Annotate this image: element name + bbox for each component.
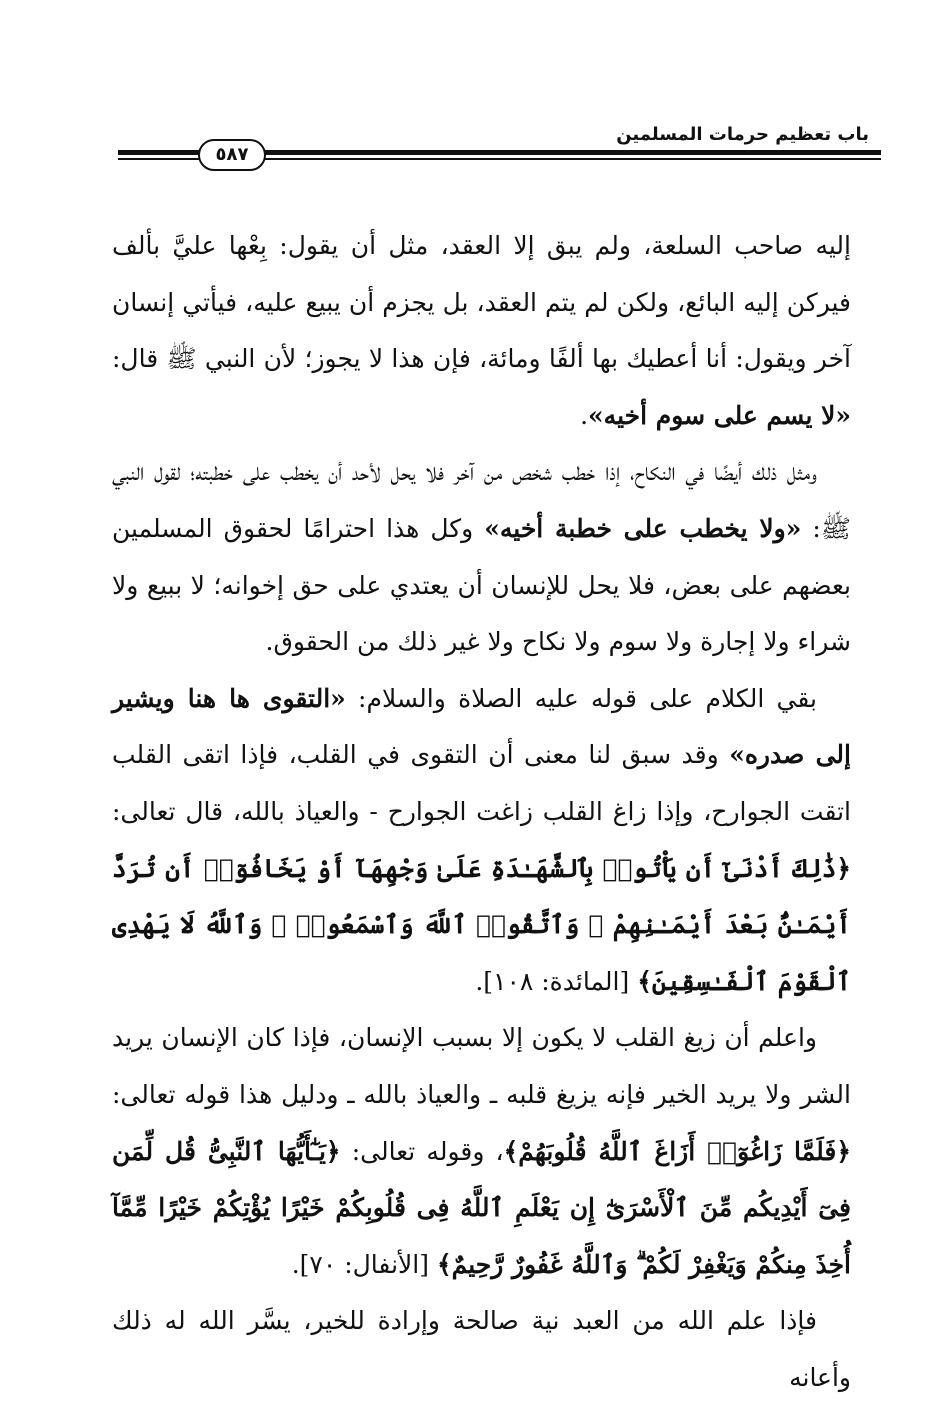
paragraph-text: ، وقوله تعالى: — [340, 1136, 504, 1166]
paragraph — [112, 218, 851, 444]
paragraph-text: إليه صاحب السلعة، ولم يبق إلا العقد، مثل أن يقول: بِعْها عليَّ بألف فيركن إليه البائع، ولكن لم يتم العقد، بل يجزم أن يبيع عليه، فيأتي إنسان آخر ويقول: أنا أعطيك بها ألفًا ومائة، فإن هذا لا يجوز؛ لأن النبي ﷺ قال: — [112, 231, 851, 374]
paragraph-text: . — [580, 400, 589, 430]
paragraph-text: وقد سبق لنا معنى أن التقوى في القلب، فإذا اتقى القلب اتقت الجوارح، وإذا زاغ القلب زاغت الجوارح - والعياذ بالله، قال تعالى: — [112, 740, 851, 826]
paragraph — [112, 444, 851, 670]
paragraph-text: بقي الكلام على قوله عليه الصلاة والسلام: — [345, 683, 817, 713]
quran-verse: ﴿ذَٰلِكَ أَدْنَىٰٓ أَن يَأْتُوا۟ بِٱلشَّهَـٰدَةِ عَلَىٰ وَجْهِهَآ أَوْ يَخَافُوٓا۟ أَن تُرَدَّ أَيْمَـٰنٌۢ بَعْدَ أَيْمَـٰنِهِمْ ۗ وَٱتَّقُوا۟ ٱللَّهَ وَٱسْمَعُوا۟ ۗ وَٱللَّهُ لَا يَهْدِى ٱلْقَوْمَ ٱلْفَـٰسِقِينَ﴾ — [112, 853, 851, 996]
paragraph-text: فإذا علم الله من العبد نية صالحة وإرادة للخير، يسَّر الله له ذلك وأعانه — [112, 1306, 851, 1392]
paragraph-text: وكل هذا احترامًا لحقوق المسلمين بعضهم على بعض، فلا يحل للإنسان أن يعتدي على حق إخوانه؛ لا ببيع ولا شراء ولا إجارة ولا سوم ولا نكاح ولا غير ذلك من الحقوق. — [112, 513, 851, 657]
paragraph — [112, 671, 851, 1011]
quran-verse: ﴿يَـٰٓأَيُّهَا ٱلنَّبِىُّ قُل لِّمَن فِىٓ أَيْدِيكُم مِّنَ ٱلْأَسْرَىٰٓ إِن يَعْلَمِ ٱللَّهُ فِى قُلُوبِكُمْ خَيْرًا يُؤْتِكُمْ خَيْرًا مِّمَّآ أُخِذَ مِنكُمْ وَيَغْفِرْ لَكُمْ ۗ وَٱللَّهُ غَفُورٌ رَّحِيمٌ﴾ — [112, 1136, 851, 1279]
verse-reference: [الأنفال: ٧٠]. — [291, 1249, 437, 1279]
chapter-title: باب تعظيم حرمات المسلمين — [616, 124, 869, 145]
paragraph — [112, 1293, 851, 1406]
paragraph-text: ومثل ذلك أيضًا في النكاح، إذا خطب شخص من آخر فلا يحل لأحد أن يخطب على خطبته؛ لقول النبي ﷺ: — [112, 457, 851, 543]
quran-verse: ﴿فَلَمَّا زَاغُوٓا۟ أَزَاغَ ٱللَّهُ قُلُوبَهُمْ﴾ — [503, 1136, 851, 1166]
hadith-quote: «التقوى ها هنا ويشير إلى صدره» — [112, 683, 851, 770]
paragraph-text: واعلم أن زيغ القلب لا يكون إلا بسبب الإنسان، فإذا كان الإنسان يريد الشر ولا يريد الخير فإنه يزيغ قلبه ـ والعياذ بالله ـ ودليل هذا قوله تعالى: — [112, 1023, 851, 1109]
hadith-quote: «لا يسم على سوم أخيه» — [588, 400, 851, 430]
verse-reference: [المائدة: ١٠٨]. — [475, 966, 638, 996]
page-body — [112, 218, 851, 1406]
hadith-quote: «ولا يخطب على خطبة أخيه» — [484, 513, 802, 543]
page-number: ٥٨٧ — [198, 139, 266, 171]
paragraph — [112, 1010, 851, 1293]
